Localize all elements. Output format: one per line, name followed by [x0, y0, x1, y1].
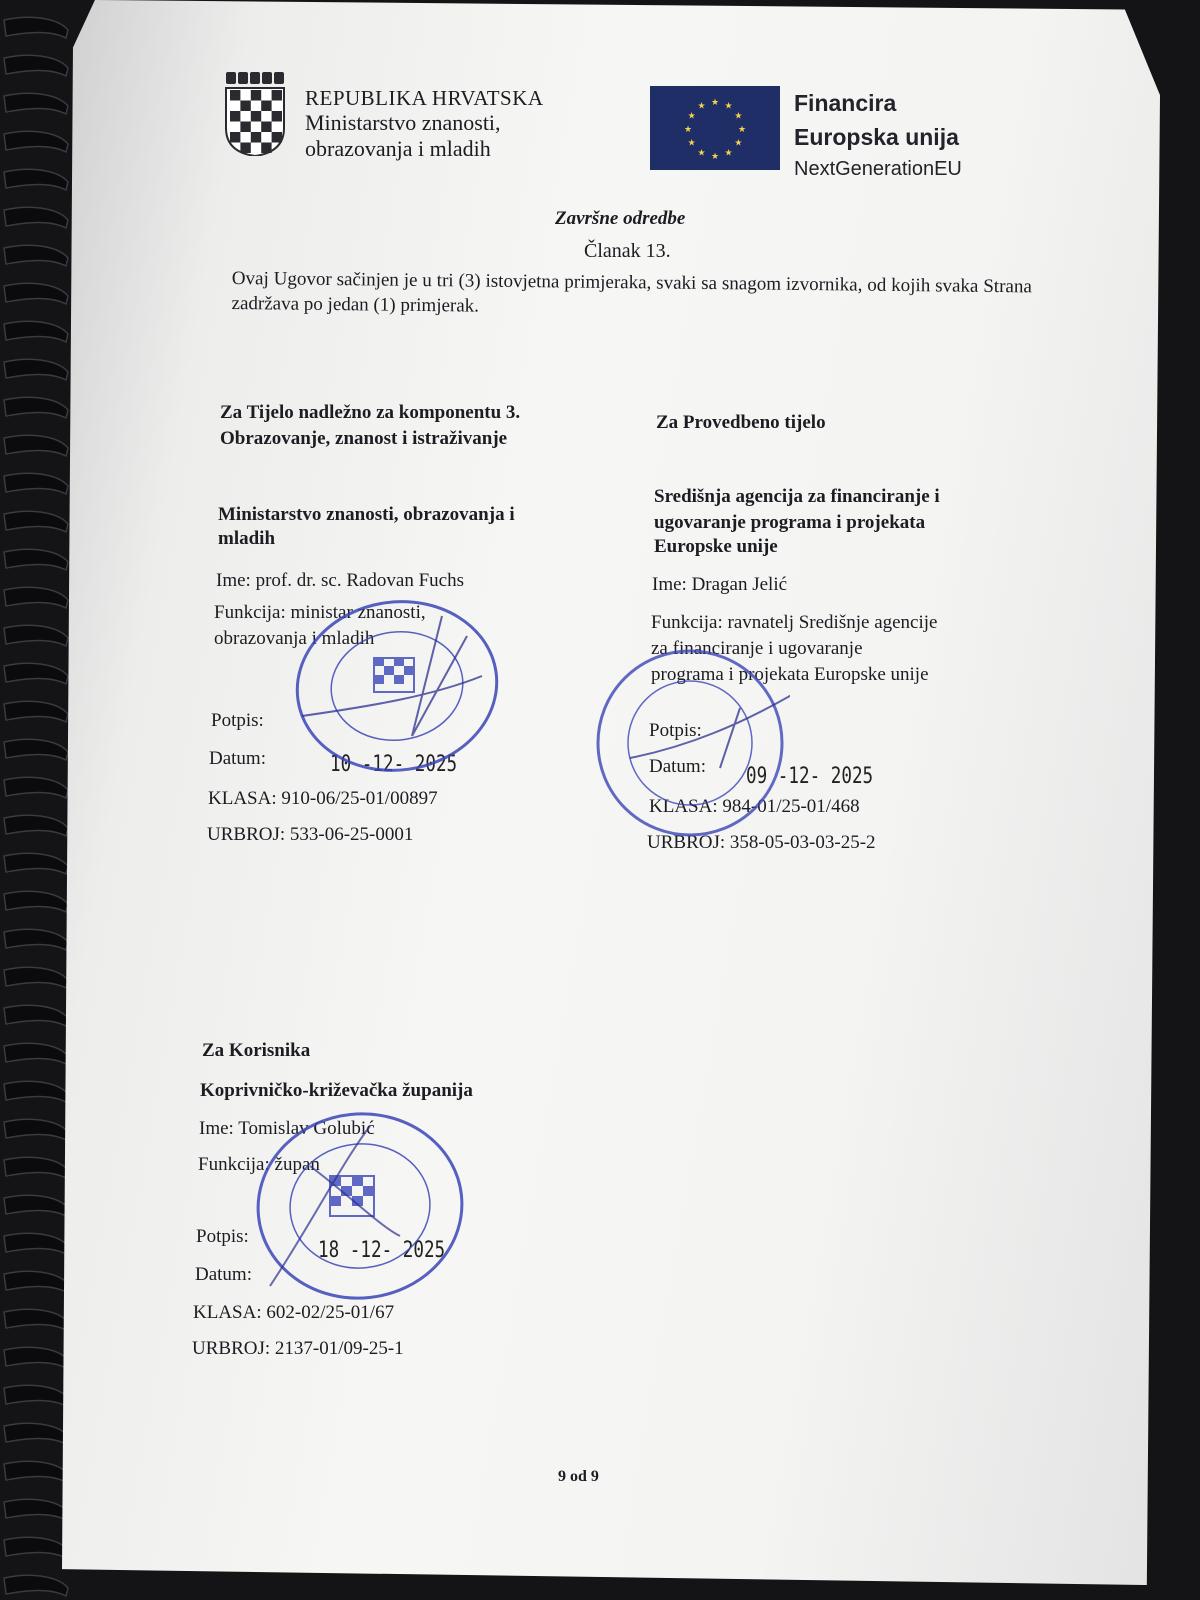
binding-coil — [4, 435, 68, 456]
binding-coil — [4, 587, 68, 608]
binding-coil — [4, 283, 68, 304]
left-klasa: KLASA: 910-06/25-01/00897 — [208, 788, 438, 809]
left-party-heading-line1: Za Tijelo nadležno za komponentu 3. — [220, 402, 521, 423]
binding-coil — [4, 93, 68, 114]
eu-funding-line3: NextGenerationEU — [794, 158, 962, 180]
shield-square — [251, 90, 261, 101]
bottom-party-function: Funkcija: župan — [198, 1154, 320, 1175]
right-date-label: Datum: — [649, 756, 706, 777]
binding-coil — [4, 1309, 68, 1330]
shield-square — [230, 132, 240, 143]
eu-star-icon: ★ — [697, 148, 706, 159]
agency-stamp-seal — [590, 648, 790, 838]
ministry-name-line2: obrazovanja i mladih — [305, 136, 491, 161]
eu-funding-line1: Financira — [794, 90, 897, 116]
bottom-urbroj: URBROJ: 2137-01/09-25-1 — [192, 1338, 404, 1359]
binding-coil — [4, 1537, 68, 1558]
left-party-org-line1: Ministarstvo znanosti, obrazovanja i — [218, 504, 515, 525]
eu-star-icon: ★ — [687, 111, 696, 122]
right-party-name: Ime: Dragan Jelić — [652, 574, 788, 595]
bottom-date-label: Datum: — [195, 1264, 252, 1285]
shield-square — [251, 111, 261, 122]
binding-coil — [4, 1271, 68, 1292]
croatian-coat-of-arms-icon — [224, 72, 286, 156]
shield-square — [240, 101, 250, 112]
binding-coil — [4, 1499, 68, 1520]
eu-star-icon: ★ — [724, 148, 733, 159]
shield-square — [272, 111, 282, 122]
right-party-function-line2: za financiranje i ugovaranje — [651, 638, 863, 659]
spiral-binding — [0, 0, 70, 1600]
eu-star-icon: ★ — [710, 98, 720, 108]
binding-coil — [4, 245, 68, 266]
binding-coil — [4, 663, 68, 684]
shield-square — [240, 122, 250, 133]
eu-star-icon: ★ — [687, 138, 696, 149]
binding-coil — [4, 17, 68, 38]
left-party-org-line2: mladih — [218, 528, 276, 549]
binding-coil — [4, 929, 68, 950]
binding-coil — [4, 1081, 68, 1102]
binding-coil — [4, 1195, 68, 1216]
bottom-party-name: Ime: Tomislav Golubić — [199, 1118, 375, 1139]
right-party-function-line3: programa i projekata Europske unije — [651, 664, 929, 685]
right-party-org-line1: Središnja agencija za financiranje i — [654, 486, 940, 507]
binding-coil — [4, 815, 68, 836]
right-urbroj: URBROJ: 358-05-03-03-25-2 — [647, 832, 876, 853]
binding-coil — [4, 967, 68, 988]
binding-coil — [4, 131, 68, 152]
right-party-org-line3: Europske unije — [654, 536, 778, 557]
binding-coil — [4, 321, 68, 342]
ministry-name-line1: Ministarstvo znanosti, — [305, 110, 501, 135]
binding-coil — [4, 1233, 68, 1254]
left-party-function-line1: Funkcija: ministar znanosti, — [214, 602, 426, 623]
binding-coil — [4, 1575, 68, 1596]
binding-coil — [4, 625, 68, 646]
article-number: Članak 13. — [584, 240, 671, 262]
right-party-function-line1: Funkcija: ravnatelj Središnje agencije — [651, 612, 938, 633]
binding-coil — [4, 1119, 68, 1140]
binding-coil — [4, 1423, 68, 1444]
shield-square — [261, 122, 271, 133]
eu-star-icon: ★ — [737, 125, 747, 135]
left-party-name: Ime: prof. dr. sc. Radovan Fuchs — [216, 570, 465, 591]
shield-square — [272, 90, 282, 101]
bottom-signature-label: Potpis: — [196, 1226, 249, 1247]
eu-star-icon: ★ — [697, 101, 706, 112]
bottom-party-heading: Za Korisnika — [202, 1040, 311, 1061]
binding-coil — [4, 359, 68, 380]
binding-coil — [4, 397, 68, 418]
county-stamp-seal — [250, 1106, 470, 1306]
binding-coil — [4, 1347, 68, 1368]
binding-coil — [4, 169, 68, 190]
right-party-heading: Za Provedbeno tijelo — [656, 412, 826, 433]
left-signature-label: Potpis: — [211, 710, 264, 731]
ministry-stamp-seal — [292, 596, 502, 776]
binding-coil — [4, 853, 68, 874]
binding-coil — [4, 739, 68, 760]
binding-coil — [4, 1005, 68, 1026]
left-urbroj: URBROJ: 533-06-25-0001 — [207, 824, 414, 845]
left-party-heading-line2: Obrazovanje, znanost i istraživanje — [220, 428, 508, 449]
binding-coil — [4, 1043, 68, 1064]
article-text: Ovaj Ugovor sačinjen je u tri (3) istovjetna primjeraka, svaki sa snagom izvornika, od kojih svaka Strana zadržava po jedan (1) primjerak. — [231, 267, 1032, 317]
shield-square — [230, 90, 240, 101]
binding-coil — [4, 511, 68, 532]
left-date-label: Datum: — [209, 748, 266, 769]
binding-coil — [4, 549, 68, 570]
binding-coil — [4, 701, 68, 722]
bottom-klasa: KLASA: 602-02/25-01/67 — [193, 1302, 395, 1323]
right-date-value: 09 -12- 2025 — [746, 764, 874, 789]
right-klasa: KLASA: 984-01/25-01/468 — [649, 796, 860, 817]
bottom-party-org: Koprivničko-križevačka županija — [200, 1080, 473, 1101]
shield-square — [261, 143, 271, 154]
right-party-org-line2: ugovaranje programa i projekata — [654, 512, 926, 533]
left-party-function-line2: obrazovanja i mladih — [214, 628, 375, 649]
eu-star-icon: ★ — [710, 152, 720, 162]
left-date-value: 10 -12- 2025 — [330, 752, 458, 777]
shield-square — [230, 111, 240, 122]
binding-coil — [4, 891, 68, 912]
binding-coil — [4, 473, 68, 494]
shield-square — [272, 132, 282, 143]
eu-flag-icon — [650, 86, 780, 170]
country-name: REPUBLIKA HRVATSKA — [305, 86, 544, 110]
shield-square — [261, 101, 271, 112]
binding-coil — [4, 1461, 68, 1482]
shield-square — [240, 143, 250, 154]
binding-coil — [4, 1157, 68, 1178]
eu-star-icon: ★ — [734, 111, 743, 122]
binding-coil — [4, 777, 68, 798]
bottom-date-value: 18 -12- 2025 — [318, 1238, 446, 1263]
right-signature-label: Potpis: — [649, 720, 702, 741]
page-number: 9 od 9 — [558, 1468, 599, 1485]
eu-star-icon: ★ — [724, 101, 733, 112]
eu-star-icon: ★ — [683, 125, 693, 135]
section-title: Završne odredbe — [555, 208, 686, 229]
eu-funding-line2: Europska unija — [794, 124, 959, 150]
shield-square — [251, 132, 261, 143]
binding-coil — [4, 207, 68, 228]
binding-coil — [4, 55, 68, 76]
eu-star-icon: ★ — [734, 138, 743, 149]
binding-coil — [4, 1385, 68, 1406]
